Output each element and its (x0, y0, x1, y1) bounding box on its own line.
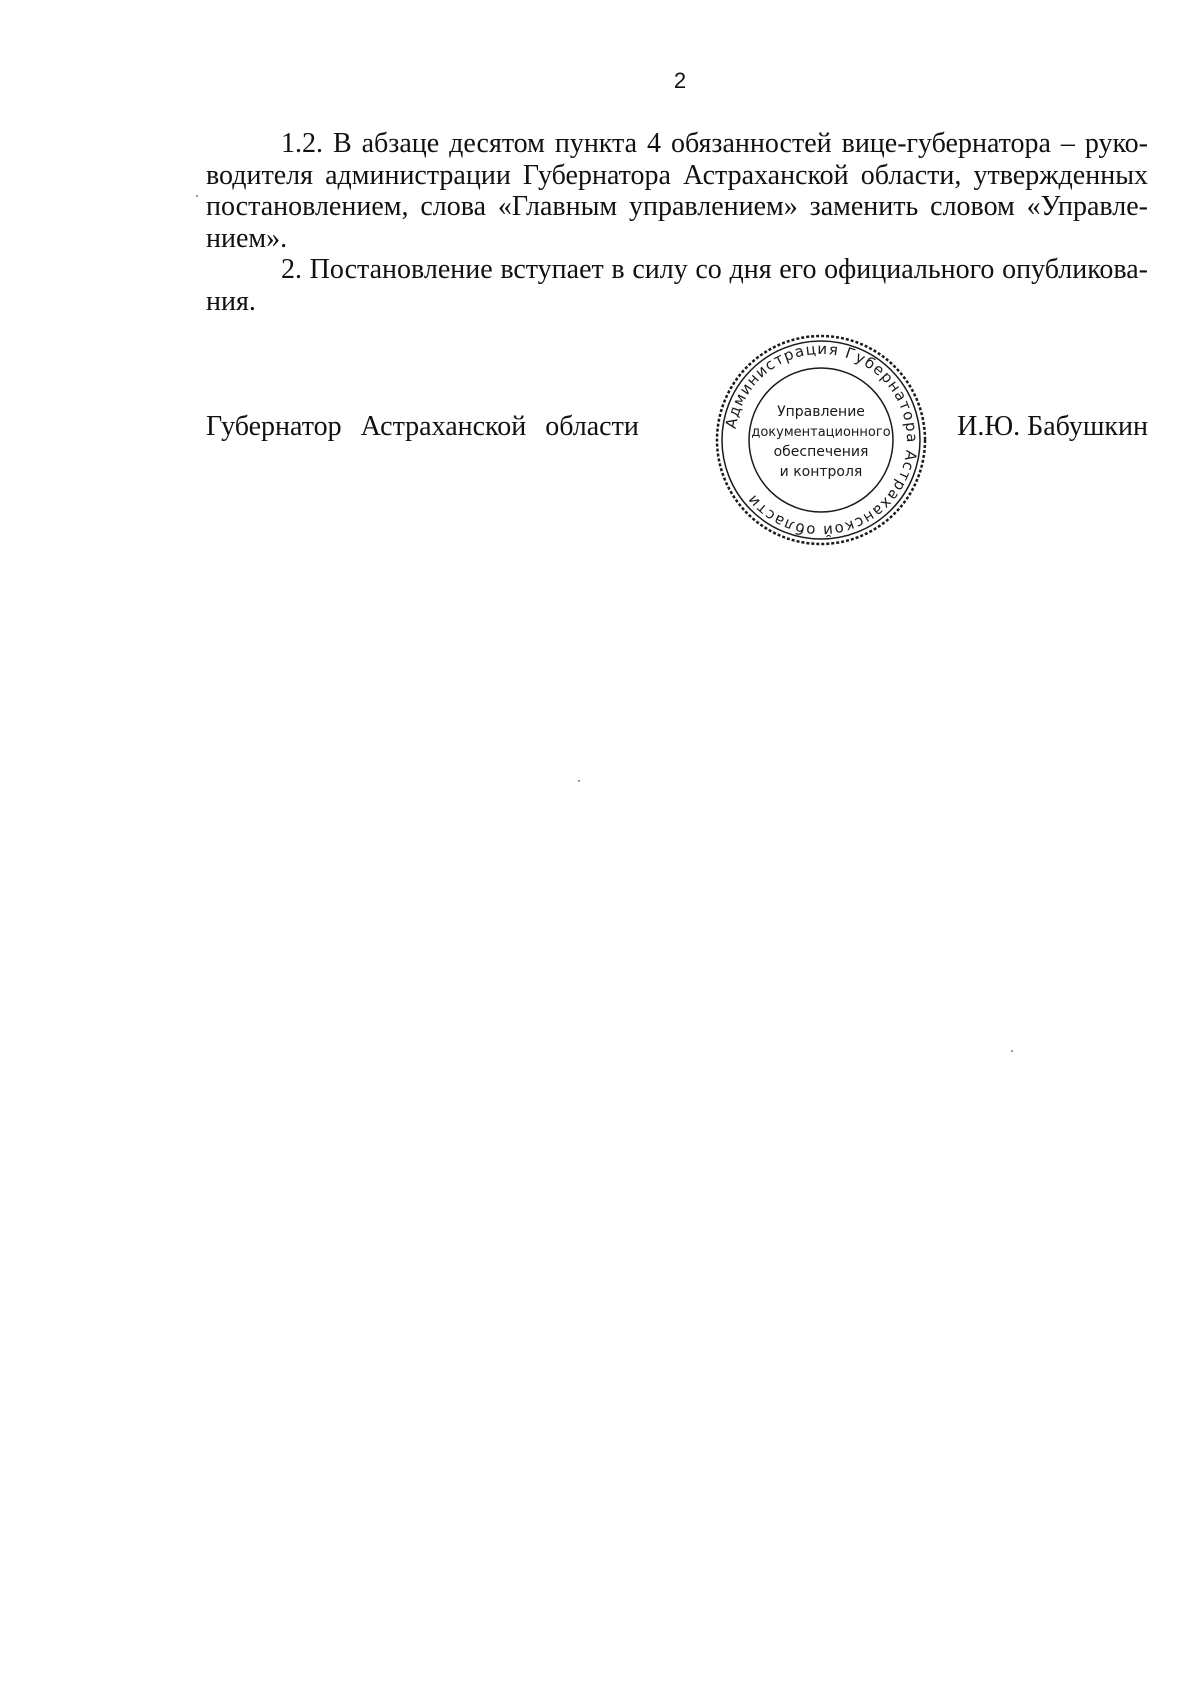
scan-speck (1011, 1050, 1013, 1052)
paragraph-line: 1.2. В абзаце десятом пункта 4 обязанностей вице-губернатора – руко- (281, 128, 1148, 159)
page-number: 2 (673, 68, 687, 93)
paragraph-line: ния. (206, 285, 256, 317)
paragraph-line: постановлением, слова «Главным управлением» заменить словом «Управле- (206, 191, 1148, 222)
signatory-name: И.Ю. Бабушкин (957, 411, 1148, 442)
signatory-position: Губернатор Астраханской области (206, 411, 639, 442)
seal-graphic (711, 330, 931, 550)
paragraph-line: водителя администрации Губернатора Астраханской области, утвержденных (206, 159, 1148, 191)
seal-inner-line: и контроля (779, 464, 863, 480)
paragraph-line: нием». (206, 222, 288, 254)
official-seal (711, 330, 931, 550)
scan-speck (196, 195, 198, 197)
seal-inner-line: Управление (777, 404, 865, 420)
scan-speck (578, 780, 580, 782)
signature-block (206, 411, 1148, 451)
paragraph-2 (206, 254, 1148, 317)
paragraph-line: 2. Постановление вступает в силу со дня его официального опубликова- (281, 254, 1148, 285)
seal-inner-line: обеспечения (773, 444, 869, 460)
paragraph-1-2 (206, 128, 1148, 254)
seal-inner-line: документационного (751, 425, 891, 440)
seal-outer-text: Администрация Губернатора Астраханской области (721, 339, 922, 541)
document-body (206, 128, 1148, 317)
